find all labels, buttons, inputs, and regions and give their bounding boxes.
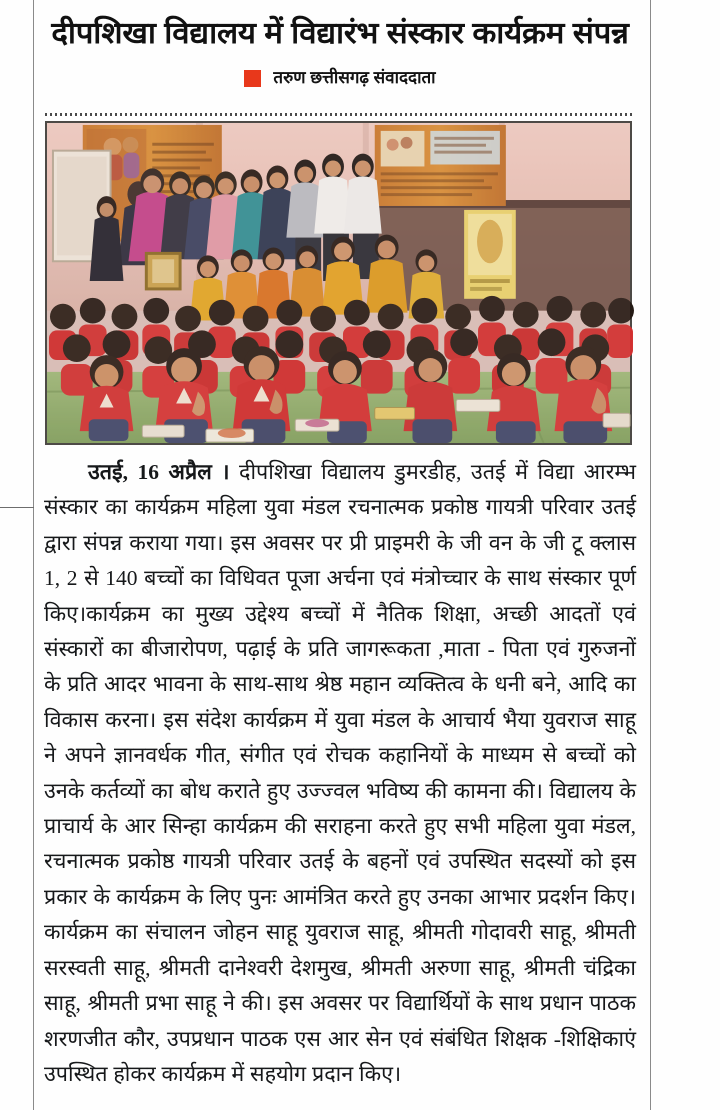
column-rule-horizontal: [0, 507, 34, 508]
article-photo-graphic: [47, 123, 630, 443]
article-paragraph: [44, 455, 636, 1092]
article-text: दीपशिखा विद्यालय डुमरडीह, उतई में विद्या आरम्भ संस्कार का कार्यक्रम महिला युवा मंडल रचनात्मक प्रकोष्ठ गायत्री परिवार उतई द्वारा संपन्न कराया गया। इस अवसर पर प्री प्राइमरी के जी वन के जी टू क्लास 1, 2 से 140 बच्चों का विधिवत पूजा अर्चना एवं मंत्रोच्चार के साथ संस्कार पूर्ण किए।कार्यक्रम का मुख्य उद्देश्य बच्चों में नैतिक शिक्षा, अच्छी आदतों एवं संस्कारों का बीजारोपण, पढ़ाई के प्रति जागरूकता ,माता - पिता एवं गुरुजनों के प्रति आदर भावना के साथ-साथ श्रेष्ठ महान व्यक्तित्व के धनी बने, आदि का विकास करना। इस संदेश कार्यक्रम में युवा मंडल के आचार्य भैया युवराज साहू ने अपने ज्ञानवर्धक गीत, संगीत एवं रोचक कहानियों के माध्यम से बच्चों को उनके कर्तव्यों का बोध कराते हुए उज्ज्वल भविष्य की कामना की। विद्यालय के प्राचार्य के आर सिन्हा कार्यक्रम की सराहना करते हुए सभी महिला युवा मंडल, रचनात्मक प्रकोष्ठ गायत्री परिवार उतई के बहनों एवं उपस्थित सदस्यों को इस प्रकार के कार्यक्रम के लिए पुनः आमंत्रित करते हुए उनका आभार प्रदर्शन किए।कार्यक्रम का संचालन जोहन साहू युवराज साहू, श्रीमती गोदावरी साहू, श्रीमती सरस्वती साहू, श्रीमती दानेश्वरी देशमुख, श्रीमती अरुणा साहू, श्रीमती चंद्रिका साहू, श्रीमती प्रभा साहू ने की। इस अवसर पर विद्यार्थियों के साथ प्रधान पाठक शरणजीत कौर, उपप्रधान पाठक एस आर सेन एवं संबंधित शिक्षक -शिक्षिकाएं उपस्थित होकर कार्यक्रम में सहयोग प्रदान किए।: [44, 460, 636, 1086]
byline-bullet-icon: [244, 70, 261, 87]
article-body: [44, 455, 636, 1092]
byline-text: तरुण छत्तीसगढ़ संवाददाता: [273, 68, 436, 87]
byline: [38, 68, 642, 88]
article-photo-inner: [47, 123, 630, 443]
column-rule-left: [33, 0, 34, 1110]
column-rule-right: [650, 0, 651, 1110]
article-photo: [45, 121, 632, 445]
article-headline: दीपशिखा विद्यालय में विद्यारंभ संस्कार कार्यक्रम संपन्न: [51, 17, 629, 50]
article-dateline: उतई, 16 अप्रैल ।: [88, 460, 230, 484]
clipped-text-sliver: [92, 0, 392, 9]
dotted-separator: [45, 113, 632, 116]
